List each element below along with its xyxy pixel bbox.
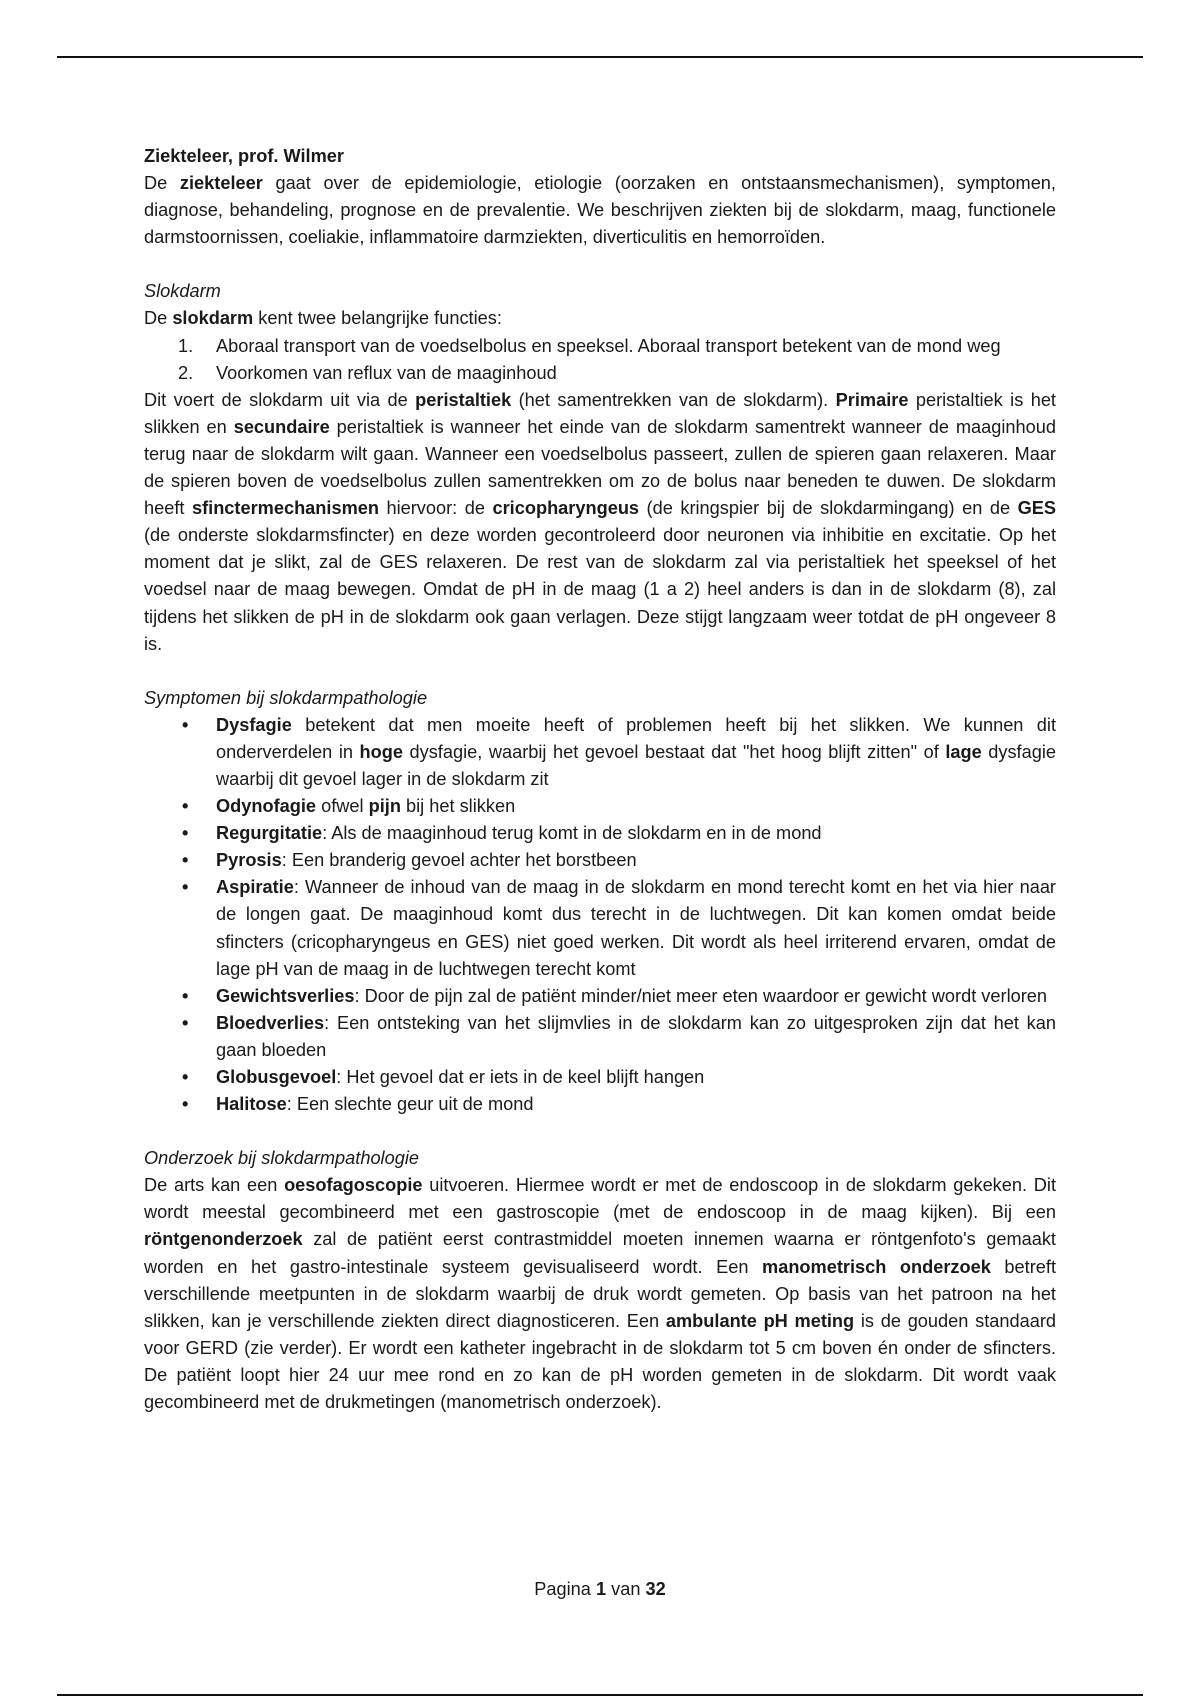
symptom-text: Odynofagie ofwel pijn bij het slikken xyxy=(216,796,516,817)
bold-term: ambulante pH meting xyxy=(665,1310,855,1331)
document-body xyxy=(144,143,1056,1416)
bullet-icon: • xyxy=(182,1067,189,1087)
slokdarm-paragraph: Dit voert de slokdarm uit via de peristaltiek (het samentrekken van de slokdarm). Primaire peristaltiek is het slikken en secundaire peristaltiek is wanneer het einde van de slokdarm samentrekt wanneer de maaginhoud terug naar de slokdarm wilt gaan. Wanneer een voedselbolus passeert, zullen de spieren gaan relaxeren. Maar de spieren boven de voedselbolus zullen samentrekken om zo de bolus naar beneden te duwen. De slokdarm heeft sfinctermechanismen hiervoor: de cricopharyngeus (de kringspier bij de slokdarmingang) en de GES (de onderste slokdarmsfincter) en deze worden gecontroleerd door neuronen via inhibitie en excitatie. Op het moment dat je slikt, zal de GES relaxeren. De rest van de slokdarm zal via peristaltiek het speeksel of het voedsel naar de maag bewegen. Omdat de pH in de maag (1 a 2) heel anders is dan in de slokdarm (8), zal tijdens het slikken de pH in de slokdarm ook gaan verlagen. Deze stijgt langzaam weer totdat de pH ongeveer 8 is. xyxy=(144,389,1056,654)
symptom-text: Halitose: Een slechte geur uit de mond xyxy=(216,1094,534,1115)
symptom-list xyxy=(144,712,1056,1118)
symptom-item xyxy=(144,1064,1056,1091)
bold-term: hoge xyxy=(359,741,403,762)
function-text: Voorkomen van reflux van de maaginhoud xyxy=(216,362,557,383)
document-title: Ziekteleer, prof. Wilmer xyxy=(144,146,344,166)
section-heading-symptomen: Symptomen bij slokdarmpathologie xyxy=(144,687,428,708)
function-item xyxy=(144,360,1056,387)
bold-term: lage xyxy=(945,741,982,762)
footer-rule xyxy=(57,1694,1143,1696)
symptom-text: Globusgevoel: Het gevoel dat er iets in de keel blijft hangen xyxy=(216,1067,705,1087)
bold-term: Pyrosis xyxy=(216,850,282,871)
bold-term: cricopharyngeus xyxy=(492,498,640,519)
function-item xyxy=(144,333,1056,360)
bold-term: Aspiratie xyxy=(216,877,294,898)
symptom-text: Bloedverlies: Een ontsteking van het slijmvlies in de slokdarm kan zo uitgesproken zijn dat het kan gaan bloeden xyxy=(216,1012,1056,1060)
symptom-item xyxy=(144,820,1056,847)
symptom-item xyxy=(144,712,1056,793)
symptom-item xyxy=(144,1091,1056,1118)
bullet-icon: • xyxy=(182,714,189,735)
bold-term: pijn xyxy=(368,796,401,817)
bold-term: röntgenonderzoek xyxy=(144,1229,303,1250)
symptom-item xyxy=(144,874,1056,982)
bullet-icon: • xyxy=(182,850,189,871)
function-text: Aboraal transport van de voedselbolus en speeksel. Aboraal transport betekent van de mond weg xyxy=(216,335,1001,356)
symptom-item xyxy=(144,983,1056,1010)
intro-paragraph: De ziekteleer gaat over de epidemiologie, etiologie (oorzaken en ontstaansmechanismen), symptomen, diagnose, behandeling, prognose en de prevalentie. We beschrijven ziekten bij de slokdarm, maag, functionele darmstoornissen, coeliakie, inflammatoire darmziekten, diverticulitis en hemorroïden. xyxy=(144,173,1056,248)
bold-term: Gewichtsverlies xyxy=(216,985,355,1006)
footer-prefix: Pagina xyxy=(534,1579,596,1599)
bold-term: Halitose xyxy=(216,1094,287,1115)
section-heading-slokdarm: Slokdarm xyxy=(144,281,221,302)
bold-term: Primaire xyxy=(835,389,909,410)
symptom-text: Regurgitatie: Als de maaginhoud terug komt in de slokdarm en in de mond xyxy=(216,823,822,844)
footer-page-total: 32 xyxy=(645,1579,666,1599)
bold-term: oesofagoscopie xyxy=(284,1175,423,1196)
bullet-icon: • xyxy=(182,877,189,898)
bold-term: peristaltiek xyxy=(415,389,512,410)
slokdarm-lead: De slokdarm kent twee belangrijke functies: xyxy=(144,308,502,329)
symptom-item xyxy=(144,1010,1056,1064)
bold-term: Bloedverlies xyxy=(216,1012,325,1033)
bullet-icon: • xyxy=(182,796,189,817)
list-number: 1. xyxy=(178,335,194,356)
symptom-text: Aspiratie: Wanneer de inhoud van de maag in de slokdarm en mond terecht komt en het via hier naar de longen gaat. De maaginhoud komt dus terecht in de luchtwegen. Dit kan komen omdat beide sfincters (cricopharyngeus en GES) niet goed werken. Dit wordt als heel irriterend ervaren, omdat de lage pH van de maag in de luchtwegen terecht komt xyxy=(216,877,1056,979)
onderzoek-paragraph: De arts kan een oesofagoscopie uitvoeren. Hiermee wordt er met de endoscoop in de slokdarm gekeken. Dit wordt meestal gecombineerd met een gastroscopie (met de endoscoop in de maag kijken). Bij een röntgenonderzoek zal de patiënt eerst contrastmiddel moeten innemen waarna er röntgenfoto's gemaakt worden en het gastro-intestinale systeem gevisualiseerd wordt. Een manometrisch onderzoek betreft verschillende meetpunten in de slokdarm waarbij de druk wordt gemeten. Op basis van het patroon na het slikken, kan je verschillende ziekten direct diagnosticeren. Een ambulante pH meting is de gouden standaard voor GERD (zie verder). Er wordt een katheter ingebracht in de slokdarm tot 5 cm boven én onder de sfincters. De patiënt loopt hier 24 uur mee rond en zo kan de pH worden gemeten in de slokdarm. Dit wordt vaak gecombineerd met de drukmetingen (manometrisch onderzoek). xyxy=(144,1175,1056,1413)
page-footer xyxy=(0,1576,1200,1603)
symptom-item xyxy=(144,847,1056,874)
list-number: 2. xyxy=(178,362,194,383)
bold-term: Odynofagie xyxy=(216,796,317,817)
bullet-icon: • xyxy=(182,1012,189,1033)
spacer xyxy=(144,658,1056,685)
bullet-icon: • xyxy=(182,985,189,1006)
symptom-text: Gewichtsverlies: Door de pijn zal de patiënt minder/niet meer eten waardoor er gewicht wordt verloren xyxy=(216,985,1048,1006)
symptom-text: Pyrosis: Een branderig gevoel achter het borstbeen xyxy=(216,850,637,871)
section-heading-onderzoek: Onderzoek bij slokdarmpathologie xyxy=(144,1148,419,1169)
bold-term: slokdarm xyxy=(172,308,254,329)
bold-term: sfinctermechanismen xyxy=(191,498,379,519)
bold-term: GES xyxy=(1017,498,1056,519)
footer-middle: van xyxy=(606,1579,646,1599)
spacer xyxy=(144,1118,1056,1145)
bold-term: Globusgevoel xyxy=(216,1067,337,1087)
header-rule xyxy=(57,56,1143,58)
bullet-icon: • xyxy=(182,1094,189,1115)
function-list xyxy=(144,333,1056,387)
bold-term: secundaire xyxy=(233,416,330,437)
bold-term: Regurgitatie xyxy=(216,823,323,844)
bold-term: manometrisch onderzoek xyxy=(762,1256,991,1277)
bullet-icon: • xyxy=(182,823,189,844)
bold-term: ziekteleer xyxy=(179,173,263,194)
footer-page-number: 1 xyxy=(595,1579,607,1599)
symptom-text: Dysfagie betekent dat men moeite heeft of problemen heeft bij het slikken. We kunnen dit onderverdelen in hoge dysfagie, waarbij het gevoel bestaat dat "het hoog blijft zitten" of lage dysfagie waarbij dit gevoel lager in de slokdarm zit xyxy=(216,714,1056,789)
symptom-item xyxy=(144,793,1056,820)
bold-term: Dysfagie xyxy=(216,714,292,735)
spacer xyxy=(144,251,1056,278)
